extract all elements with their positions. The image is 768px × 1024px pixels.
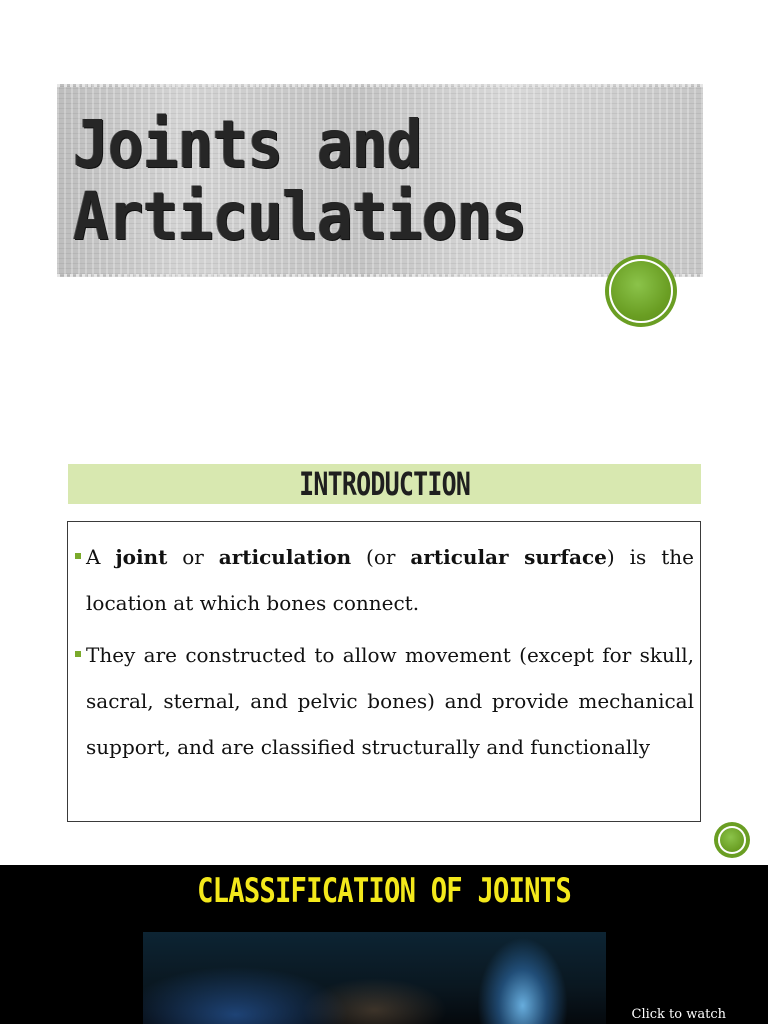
bullet-1-text-1: A: [86, 545, 116, 569]
slide2-title: CLASSIFICATION OF JOINTS: [197, 871, 571, 911]
bullet-item-2: [74, 632, 694, 770]
bullet-1-text-4: ) is the location at which bones connect.: [86, 545, 694, 615]
bullet-1-text-2: or: [167, 545, 219, 569]
content-box: [67, 521, 701, 822]
section-heading-band: [68, 464, 701, 504]
title-banner: [57, 84, 703, 277]
green-circle-decoration: [609, 259, 673, 323]
green-circle-small-decoration: [718, 826, 746, 854]
bullet-1-term-articulation: articulation: [218, 545, 352, 569]
slide-title-line-1: Joints and: [73, 106, 422, 183]
video-thumbnail[interactable]: [143, 932, 606, 1024]
bullet-1-term-articular-surface: articular surface: [410, 545, 607, 569]
bullet-2-text: They are constructed to allow movement (except for skull, sacral, sternal, and pelvic bones) and provide mechanical support, and are classified structurally and functionally: [86, 643, 694, 759]
slide-title-line-2: Articulations: [73, 178, 527, 255]
click-to-watch-link[interactable]: Click to watch: [631, 1007, 726, 1022]
slide-classification-of-joints: [0, 865, 768, 1024]
bullet-1-term-joint: joint: [115, 545, 168, 569]
section-heading: INTRODUCTION: [299, 465, 470, 503]
bullet-square-icon: [75, 651, 81, 657]
bullet-item-1: [74, 534, 694, 626]
bullet-square-icon: [75, 553, 81, 559]
slide-title: [73, 106, 527, 255]
bullet-1-text-3: (or: [351, 545, 411, 569]
